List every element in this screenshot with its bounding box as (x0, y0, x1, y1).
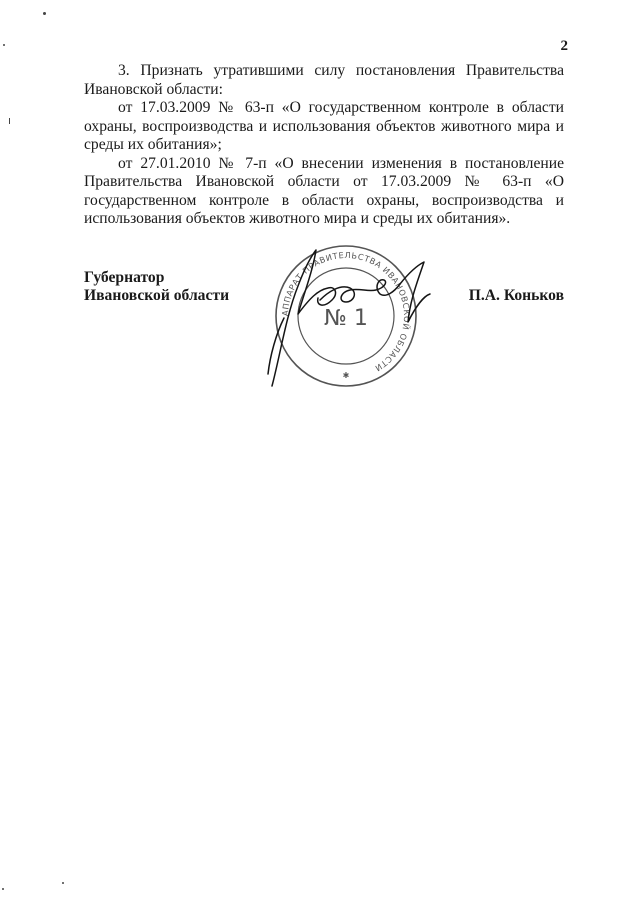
signer-title-line-1: Губернатор (84, 269, 165, 286)
scan-speck (62, 882, 64, 884)
stamp-ring-text: АППАРАТ ПРАВИТЕЛЬСТВА ИВАНОВСКОЙ ОБЛАСТИ (279, 249, 413, 374)
scan-speck (2, 888, 4, 890)
scan-speck (3, 44, 5, 46)
official-stamp (276, 246, 416, 386)
scan-speck (43, 12, 46, 15)
official-stamp-with-signature (258, 236, 434, 396)
scan-speck (9, 118, 10, 124)
paragraph-repealed-resolution-2010: от 27.01.2010 № 7-п «О внесении изменения в постановление Правительства Ивановской области от 17.03.2009 № 63-п «О государственном контроле в области охраны, воспроизводства и использования объектов животного мира и среды их обитания». (84, 154, 564, 227)
signer-title (84, 269, 229, 305)
stamp-star-icon: ✱ (342, 371, 350, 380)
paragraph-repealed-resolution-2009: от 17.03.2009 № 63-п «О государственном контроле в области охраны, воспроизводства и использования объектов животного мира и среды их обитания»; (84, 99, 564, 153)
page-number: 2 (560, 38, 568, 54)
signer-title-line-2: Ивановской области (84, 287, 230, 304)
paragraph-item-3: 3. Признать утратившими силу постановления Правительства Ивановской области: (84, 62, 564, 98)
stamp-number: № 1 (324, 306, 368, 331)
signer-name: П.А. Коньков (468, 287, 564, 304)
document-body (84, 62, 564, 229)
